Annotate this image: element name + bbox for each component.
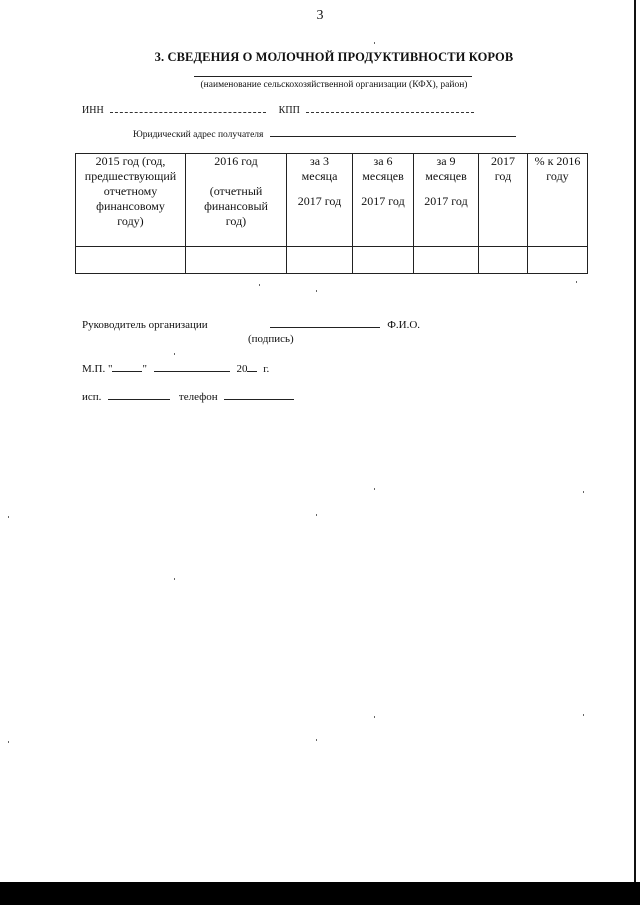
table-row: [76, 247, 588, 274]
signature-caption: (подпись): [248, 333, 294, 345]
header-2017: 2017 год: [479, 154, 528, 247]
scan-edge: [634, 0, 636, 882]
stamp-quote: ": [142, 363, 147, 375]
header-2016: 2016 год (отчетный финансовый год): [186, 154, 287, 247]
header-2015: 2015 год (год, предшествующий отчетному финансовому году): [76, 154, 186, 247]
inn-field[interactable]: [110, 103, 266, 113]
scan-speck: [374, 716, 375, 718]
scan-border: [0, 882, 640, 905]
kpp-label: КПП: [278, 105, 300, 116]
stamp-label: М.П. ": [82, 363, 113, 375]
inn-label: ИНН: [82, 105, 104, 116]
table-header-row: [76, 154, 588, 247]
table-cell[interactable]: [186, 247, 287, 274]
header-percent-2016: % к 2016 году: [528, 154, 588, 247]
header-9-months: за 9 месяцев 2017 год: [414, 154, 479, 247]
scan-speck: [174, 353, 175, 355]
day-field[interactable]: [112, 362, 142, 372]
organization-name-line[interactable]: [194, 75, 472, 77]
table-cell[interactable]: [353, 247, 414, 274]
header-6-months: за 6 месяцев 2017 год: [353, 154, 414, 247]
header-3-months: за 3 месяца 2017 год: [287, 154, 353, 247]
executor-row: [82, 390, 294, 403]
scan-speck: [583, 491, 584, 493]
year-field[interactable]: [247, 362, 257, 372]
scan-speck: [174, 578, 175, 580]
address-field[interactable]: [270, 127, 516, 137]
scan-speck: [583, 714, 584, 716]
head-signature-row: [82, 318, 420, 331]
table-cell[interactable]: [287, 247, 353, 274]
signature-field[interactable]: [270, 318, 380, 328]
scan-speck: [8, 516, 9, 518]
executor-field[interactable]: [108, 390, 170, 400]
page-number: 3: [316, 8, 324, 23]
stamp-date-row: [82, 362, 269, 375]
scan-speck: [316, 514, 317, 516]
month-field[interactable]: [154, 362, 230, 372]
year-prefix: 20: [236, 363, 248, 375]
table-cell[interactable]: [76, 247, 186, 274]
executor-label: исп.: [82, 391, 102, 403]
address-label: Юридический адрес получателя: [133, 130, 264, 140]
scan-speck: [576, 281, 577, 283]
scan-speck: [259, 284, 260, 286]
milk-productivity-table: [75, 153, 588, 274]
kpp-field[interactable]: [306, 103, 474, 113]
page-title: 3. СВЕДЕНИЯ О МОЛОЧНОЙ ПРОДУКТИВНОСТИ КОРОВ: [154, 50, 514, 64]
address-row: [133, 127, 516, 140]
head-label: Руководитель организации: [82, 319, 208, 331]
table-cell[interactable]: [414, 247, 479, 274]
phone-label: телефон: [178, 391, 218, 403]
scan-speck: [316, 739, 317, 741]
scan-speck: [374, 488, 375, 490]
table-cell[interactable]: [479, 247, 528, 274]
scan-speck: [374, 42, 375, 44]
table-cell[interactable]: [528, 247, 588, 274]
scan-speck: [316, 290, 317, 292]
inn-kpp-row: [82, 103, 474, 116]
phone-field[interactable]: [224, 390, 294, 400]
fio-label: Ф.И.О.: [387, 319, 421, 331]
organization-caption: (наименование сельскохозяйственной организации (КФХ), район): [200, 80, 468, 90]
scan-speck: [8, 741, 9, 743]
year-suffix: г.: [263, 363, 270, 375]
